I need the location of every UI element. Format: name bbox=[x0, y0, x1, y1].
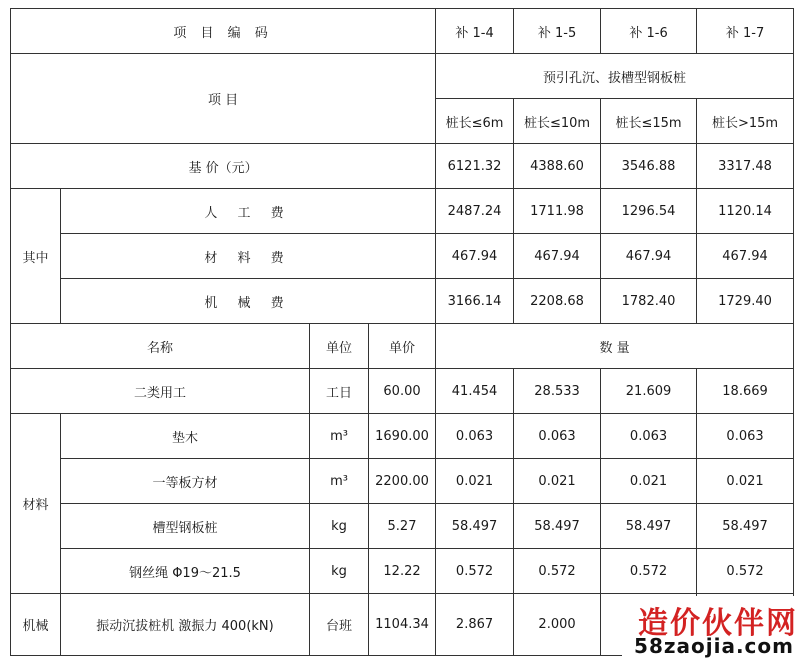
code-cell: 补 1-5 bbox=[514, 9, 601, 54]
resource-name: 二类用工 bbox=[11, 369, 310, 414]
quantity-cell: 0.063 bbox=[601, 414, 697, 459]
cost-value: 467.94 bbox=[697, 234, 794, 279]
quantity-cell: 28.533 bbox=[514, 369, 601, 414]
quota-table bbox=[10, 8, 794, 656]
group-row bbox=[11, 54, 794, 99]
length-cell: 桩长≤10m bbox=[514, 99, 601, 144]
base-price-value: 4388.60 bbox=[514, 144, 601, 189]
material-row bbox=[11, 549, 794, 594]
length-cell: 桩长>15m bbox=[697, 99, 794, 144]
machine-cost-row bbox=[11, 279, 794, 324]
cost-value: 467.94 bbox=[436, 234, 514, 279]
price-header: 单价 bbox=[369, 324, 436, 369]
resource-unit: kg bbox=[310, 504, 369, 549]
cost-label: 材 料 费 bbox=[61, 234, 436, 279]
cost-value: 467.94 bbox=[514, 234, 601, 279]
among-label: 其中 bbox=[11, 189, 61, 324]
watermark-title: 造价伙伴网 bbox=[638, 606, 798, 641]
machinery-label: 机械 bbox=[11, 594, 61, 656]
base-price-value: 3546.88 bbox=[601, 144, 697, 189]
quantity-cell: 0.572 bbox=[436, 549, 514, 594]
cost-value: 1120.14 bbox=[697, 189, 794, 234]
resource-price: 60.00 bbox=[369, 369, 436, 414]
item-label: 项 目 bbox=[11, 54, 436, 144]
code-cell: 补 1-4 bbox=[436, 9, 514, 54]
code-row bbox=[11, 9, 794, 54]
quantity-cell: 21.609 bbox=[601, 369, 697, 414]
cost-value: 1729.40 bbox=[697, 279, 794, 324]
cost-label: 机 械 费 bbox=[61, 279, 436, 324]
resource-unit: 工日 bbox=[310, 369, 369, 414]
material-cost-row bbox=[11, 234, 794, 279]
material-row bbox=[11, 504, 794, 549]
code-label: 项 目 编 码 bbox=[11, 9, 436, 54]
quantity-cell: 0.021 bbox=[514, 459, 601, 504]
quantity-cell: 0.021 bbox=[436, 459, 514, 504]
quantity-cell: 0.572 bbox=[514, 549, 601, 594]
base-price-value: 3317.48 bbox=[697, 144, 794, 189]
labor-row bbox=[11, 369, 794, 414]
material-row bbox=[11, 414, 794, 459]
resource-name: 垫木 bbox=[61, 414, 310, 459]
quantity-cell: 41.454 bbox=[436, 369, 514, 414]
quantity-header: 数 量 bbox=[436, 324, 794, 369]
quantity-cell: 0.021 bbox=[697, 459, 794, 504]
group-title: 预引孔沉、拔槽型钢板桩 bbox=[436, 54, 794, 99]
resource-price: 12.22 bbox=[369, 549, 436, 594]
quantity-cell: 58.497 bbox=[514, 504, 601, 549]
code-cell: 补 1-6 bbox=[601, 9, 697, 54]
resource-name: 一等板方材 bbox=[61, 459, 310, 504]
length-cell: 桩长≤6m bbox=[436, 99, 514, 144]
watermark-domain: 58zaojia.com bbox=[634, 634, 794, 658]
cost-value: 3166.14 bbox=[436, 279, 514, 324]
resource-price: 1104.34 bbox=[369, 594, 436, 656]
length-cell: 桩长≤15m bbox=[601, 99, 697, 144]
quantity-cell: 2.867 bbox=[436, 594, 514, 656]
code-cell: 补 1-7 bbox=[697, 9, 794, 54]
quantity-cell: 0.572 bbox=[601, 549, 697, 594]
resource-name: 振动沉拔桩机 激振力 400(kN) bbox=[61, 594, 310, 656]
resource-name: 槽型钢板桩 bbox=[61, 504, 310, 549]
quantity-cell: 0.063 bbox=[697, 414, 794, 459]
base-price-value: 6121.32 bbox=[436, 144, 514, 189]
materials-label: 材料 bbox=[11, 414, 61, 594]
labor-cost-row bbox=[11, 189, 794, 234]
cost-value: 1296.54 bbox=[601, 189, 697, 234]
base-price-row bbox=[11, 144, 794, 189]
cost-value: 1711.98 bbox=[514, 189, 601, 234]
cost-value: 467.94 bbox=[601, 234, 697, 279]
quantity-cell: 2.000 bbox=[514, 594, 601, 656]
quantity-cell: 58.497 bbox=[601, 504, 697, 549]
resource-name: 钢丝绳 Φ19～21.5 bbox=[61, 549, 310, 594]
watermark bbox=[622, 596, 800, 662]
quantity-cell: 0.063 bbox=[436, 414, 514, 459]
quantity-cell: 58.497 bbox=[697, 504, 794, 549]
unit-header: 单位 bbox=[310, 324, 369, 369]
cost-value: 2208.68 bbox=[514, 279, 601, 324]
resource-price: 1690.00 bbox=[369, 414, 436, 459]
cost-label: 人 工 费 bbox=[61, 189, 436, 234]
quantity-cell: 0.063 bbox=[514, 414, 601, 459]
quantity-cell: 0.021 bbox=[601, 459, 697, 504]
name-header: 名称 bbox=[11, 324, 310, 369]
base-price-label: 基 价（元） bbox=[11, 144, 436, 189]
resource-price: 5.27 bbox=[369, 504, 436, 549]
resource-price: 2200.00 bbox=[369, 459, 436, 504]
cost-value: 1782.40 bbox=[601, 279, 697, 324]
resource-unit: m³ bbox=[310, 414, 369, 459]
resource-unit: m³ bbox=[310, 459, 369, 504]
quantity-cell: 18.669 bbox=[697, 369, 794, 414]
resource-unit: kg bbox=[310, 549, 369, 594]
material-row bbox=[11, 459, 794, 504]
quantity-cell: 0.572 bbox=[697, 549, 794, 594]
column-header-row bbox=[11, 324, 794, 369]
quantity-cell: 58.497 bbox=[436, 504, 514, 549]
resource-unit: 台班 bbox=[310, 594, 369, 656]
cost-value: 2487.24 bbox=[436, 189, 514, 234]
